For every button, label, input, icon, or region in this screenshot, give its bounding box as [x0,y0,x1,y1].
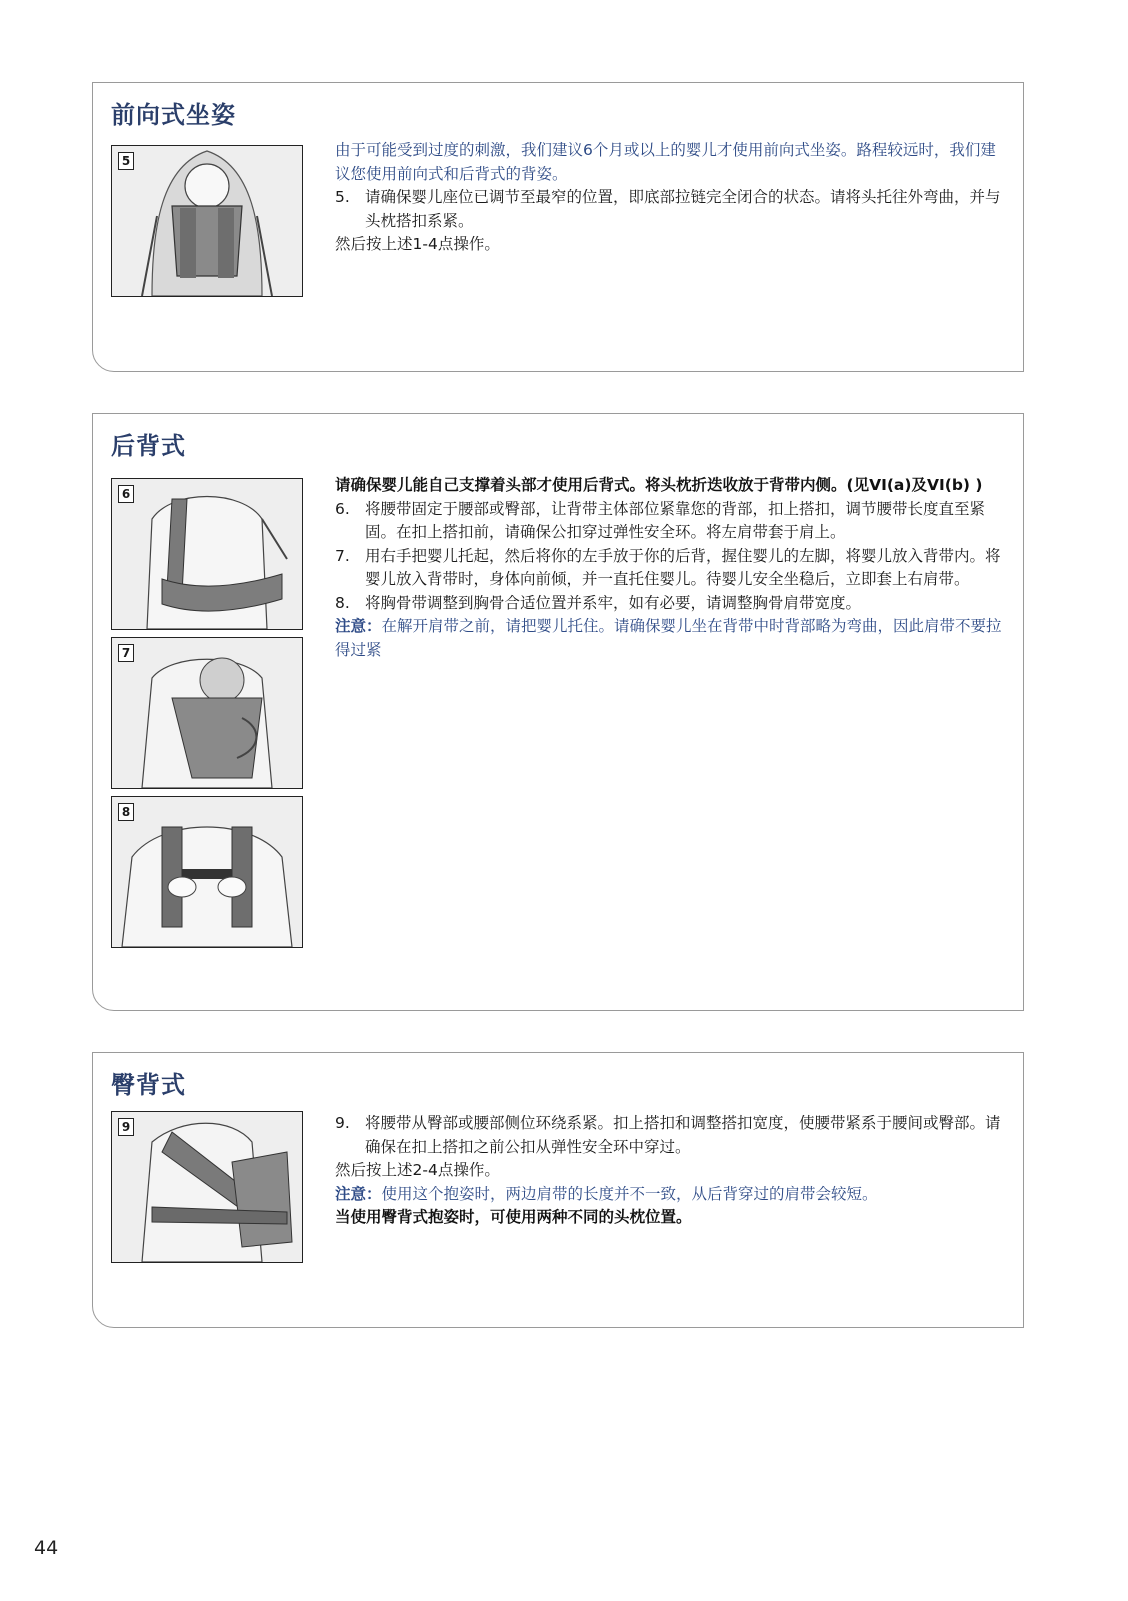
figure-8-illustration [111,796,303,948]
note [335,615,1007,662]
figure-number: 6 [118,485,134,503]
page-number: 44 [34,1537,59,1559]
section-title: 前向式坐姿 [111,101,236,129]
section-title: 臀背式 [111,1071,186,1099]
step-number: 9. [335,1114,350,1132]
section-hip-carry [92,1052,1024,1328]
section-back-carry [92,413,1024,1011]
step-item [335,545,1007,592]
step-text: 请确保婴儿座位已调节至最窄的位置，即底部拉链完全闭合的状态。请将头托往外弯曲，并与头枕搭扣系紧。 [365,188,1001,230]
step-text: 将腰带固定于腰部或臀部，让背带主体部位紧靠您的背部，扣上搭扣，调节腰带长度直至紧固。在扣上搭扣前，请确保公扣穿过弹性安全环。将左肩带套于肩上。 [365,499,986,541]
forward-carry-illustration [112,146,302,296]
figure-number: 8 [118,803,134,821]
figure-7-illustration [111,637,303,789]
step-number: 5. [335,188,350,206]
figure-number: 9 [118,1118,134,1136]
step-item [335,1112,1007,1159]
section-text [335,474,1007,662]
figure-6-illustration [111,478,303,630]
chest-strap-illustration [112,797,302,947]
step-text: 将胸骨带调整到胸骨合适位置并系牢，如有必要，请调整胸骨肩带宽度。 [365,593,862,612]
step-item [335,186,1007,233]
back-lift-illustration [112,638,302,788]
figure-9-illustration [111,1111,303,1263]
note-label: 注意： [335,1184,382,1203]
step-number: 6. [335,499,350,518]
intro-bold-text: 请确保婴儿能自己支撑着头部才使用后背式。将头枕折迭收放于背带内侧。(见VI(a)及VI(b) ) [335,476,983,494]
intro-text: 由于可能受到过度的刺激，我们建议6个月或以上的婴儿才使用前向式坐姿。路程较远时，我们建议您使用前向式和后背式的背姿。 [335,141,996,183]
after-text: 然后按上述1-4点操作。 [335,235,500,253]
step-text: 用右手把婴儿托起，然后将你的左手放于你的后背，握住婴儿的左脚，将婴儿放入背带内。将婴儿放入背带时，身体向前倾，并一直托住婴儿。待婴儿安全坐稳后，立即套上右肩带。 [365,546,1001,588]
note [335,1183,1007,1207]
step-number: 8. [335,593,350,612]
final-bold-text: 当使用臀背式抱姿时，可使用两种不同的头枕位置。 [335,1208,692,1226]
step-item [335,498,1007,545]
note-label: 注意： [335,617,382,635]
figure-number: 5 [118,152,134,170]
section-title: 后背式 [111,432,186,460]
section-text [335,139,1007,257]
back-strap-illustration [112,479,302,629]
after-text: 然后按上述2-4点操作。 [335,1161,500,1179]
step-text: 将腰带从臀部或腰部侧位环绕系紧。扣上搭扣和调整搭扣宽度，使腰带紧系于腰间或臀部。请确保在扣上搭扣之前公扣从弹性安全环中穿过。 [365,1114,1001,1156]
note-text: 在解开肩带之前，请把婴儿托住。请确保婴儿坐在背带中时背部略为弯曲，因此肩带不要拉得过紧 [335,617,1002,659]
figure-number: 7 [118,644,134,662]
step-item [335,592,1007,616]
figure-5-illustration [111,145,303,297]
note-text: 使用这个抱姿时，两边肩带的长度并不一致，从后背穿过的肩带会较短。 [381,1184,878,1203]
section-forward-facing [92,82,1024,372]
step-number: 7. [335,546,350,565]
section-text [335,1112,1007,1230]
hip-carry-illustration [112,1112,302,1262]
